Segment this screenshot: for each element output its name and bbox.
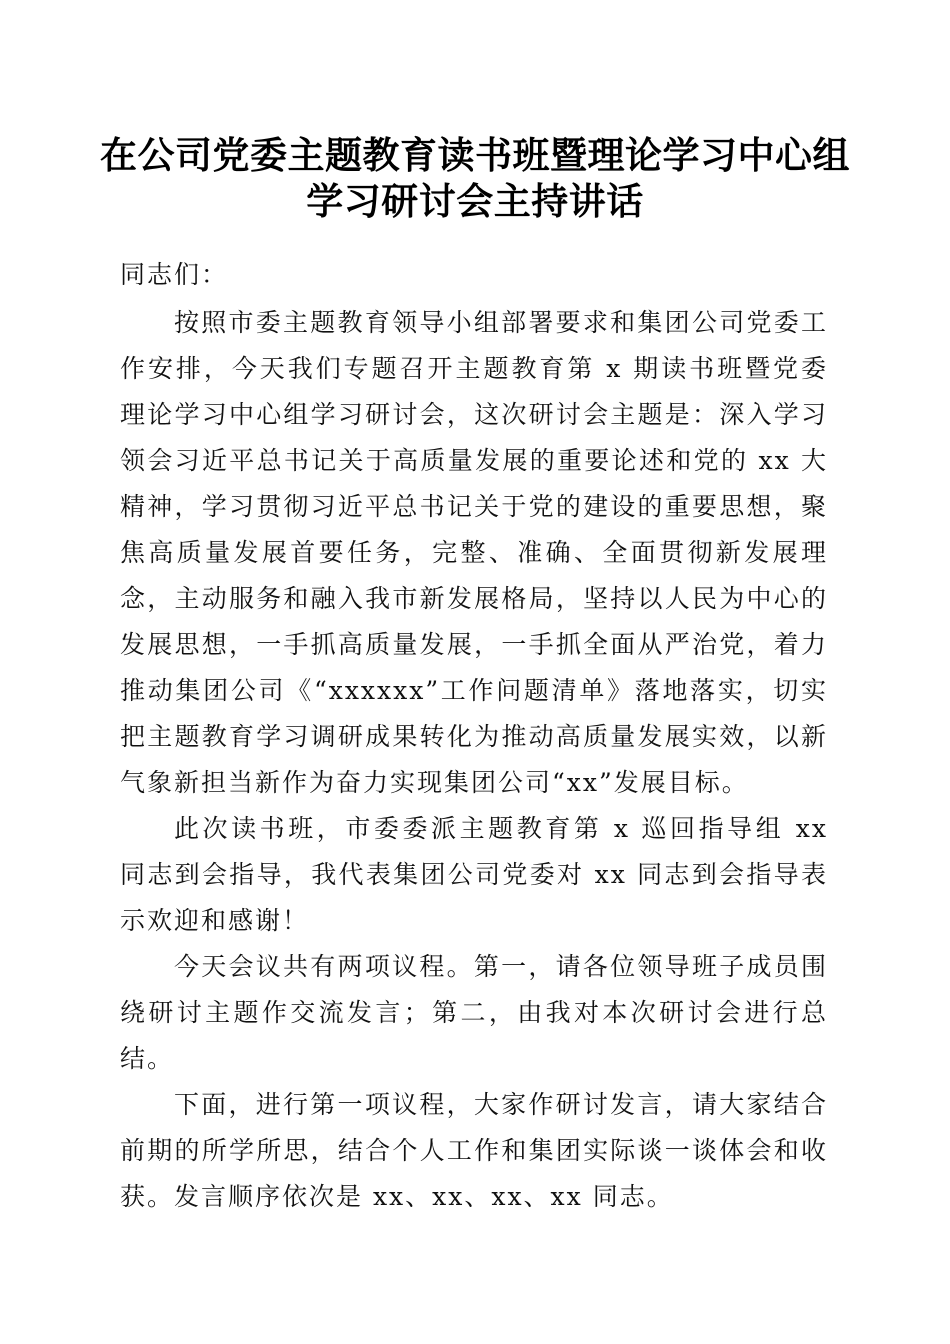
paragraph-1: 按照市委主题教育领导小组部署要求和集团公司党委工作安排，今天我们专题召开主题教育第 x 期读书班暨党委理论学习中心组学习研讨会，这次研讨会主题是：深入学习领会习近平总书记关于高质量发展的重要论述和党的 xx 大精神，学习贯彻习近平总书记关于党的建设的重要思想，聚焦高质量发展首要任务，完整、准确、全面贯彻新发展理念，主动服务和融入我市新发展格局，坚持以人民为中心的发展思想，一手抓高质量发展，一手抓全面从严治党，着力推动集团公司《“xxxxxx”工作问题清单》落地落实，切实把主题教育学习调研成果转化为推动高质量发展实效，以新气象新担当新作为奋力实现集团公司“xx”发展目标。 bbox=[120, 308, 828, 797]
paragraph-2: 此次读书班，市委委派主题教育第 x 巡回指导组 xx 同志到会指导，我代表集团公司党委对 xx 同志到会指导表示欢迎和感谢！ bbox=[120, 814, 828, 935]
document-body bbox=[120, 252, 828, 1220]
title-line-2: 学习研讨会主持讲话 bbox=[306, 179, 644, 223]
paragraph-3: 今天会议共有两项议程。第一，请各位领导班子成员围绕研讨主题作交流发言；第二，由我对本次研讨会进行总结。 bbox=[120, 952, 828, 1073]
salutation: 同志们： bbox=[120, 260, 229, 289]
title-line-1: 在公司党委主题教育读书班暨理论学习中心组 bbox=[100, 133, 850, 177]
paragraph-4: 下面，进行第一项议程，大家作研讨发言，请大家结合前期的所学所思，结合个人工作和集团实际谈一谈体会和收获。发言顺序依次是 xx、xx、xx、xx 同志。 bbox=[120, 1090, 828, 1211]
document-title bbox=[100, 132, 850, 224]
